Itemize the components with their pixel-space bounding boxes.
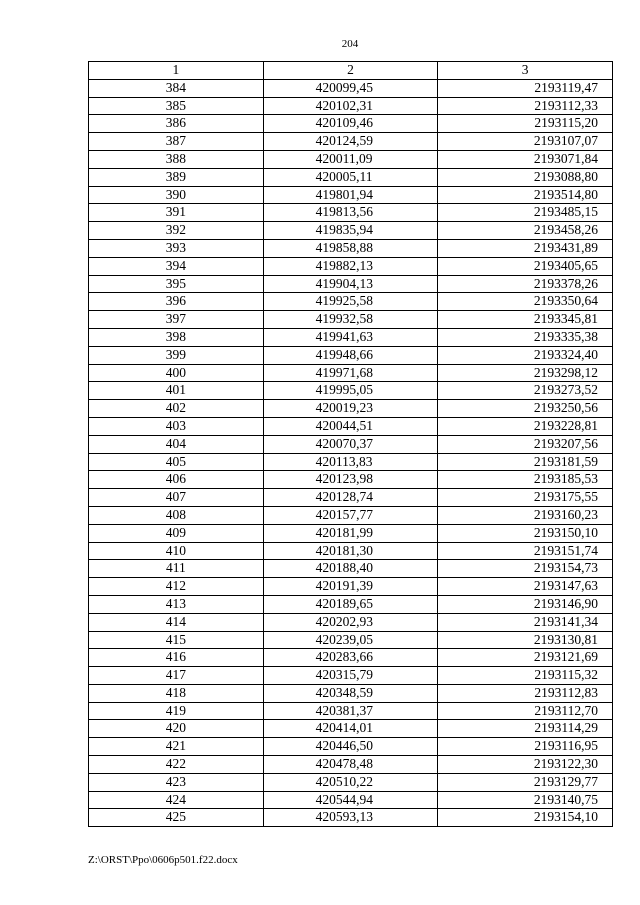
point-number-cell: 391 xyxy=(89,204,264,222)
table-row xyxy=(89,738,613,756)
y-coordinate-cell: 2193458,26 xyxy=(438,222,613,240)
point-number-cell: 418 xyxy=(89,684,264,702)
table-row xyxy=(89,222,613,240)
table-row xyxy=(89,97,613,115)
x-coordinate-cell: 420189,65 xyxy=(263,595,438,613)
table-row xyxy=(89,168,613,186)
y-coordinate-cell: 2193273,52 xyxy=(438,382,613,400)
point-number-cell: 384 xyxy=(89,79,264,97)
column-header-2: 2 xyxy=(263,62,438,80)
table-row xyxy=(89,595,613,613)
x-coordinate-cell: 420544,94 xyxy=(263,791,438,809)
y-coordinate-cell: 2193088,80 xyxy=(438,168,613,186)
table-row xyxy=(89,115,613,133)
table-row xyxy=(89,293,613,311)
x-coordinate-cell: 420124,59 xyxy=(263,133,438,151)
table-row xyxy=(89,578,613,596)
point-number-cell: 410 xyxy=(89,542,264,560)
x-coordinate-cell: 419835,94 xyxy=(263,222,438,240)
y-coordinate-cell: 2193122,30 xyxy=(438,756,613,774)
y-coordinate-cell: 2193112,70 xyxy=(438,702,613,720)
point-number-cell: 398 xyxy=(89,328,264,346)
y-coordinate-cell: 2193378,26 xyxy=(438,275,613,293)
x-coordinate-cell: 420109,46 xyxy=(263,115,438,133)
y-coordinate-cell: 2193298,12 xyxy=(438,364,613,382)
y-coordinate-cell: 2193114,29 xyxy=(438,720,613,738)
x-coordinate-cell: 420044,51 xyxy=(263,417,438,435)
table-row xyxy=(89,756,613,774)
table-row xyxy=(89,613,613,631)
point-number-cell: 416 xyxy=(89,649,264,667)
x-coordinate-cell: 420348,59 xyxy=(263,684,438,702)
table-row xyxy=(89,791,613,809)
point-number-cell: 386 xyxy=(89,115,264,133)
x-coordinate-cell: 419813,56 xyxy=(263,204,438,222)
table-row xyxy=(89,471,613,489)
table-row xyxy=(89,400,613,418)
x-coordinate-cell: 419932,58 xyxy=(263,311,438,329)
table-body xyxy=(89,79,613,826)
x-coordinate-cell: 420510,22 xyxy=(263,773,438,791)
x-coordinate-cell: 419971,68 xyxy=(263,364,438,382)
x-coordinate-cell: 419925,58 xyxy=(263,293,438,311)
table-row xyxy=(89,542,613,560)
point-number-cell: 412 xyxy=(89,578,264,596)
point-number-cell: 406 xyxy=(89,471,264,489)
point-number-cell: 411 xyxy=(89,560,264,578)
x-coordinate-cell: 420181,99 xyxy=(263,524,438,542)
point-number-cell: 421 xyxy=(89,738,264,756)
y-coordinate-cell: 2193146,90 xyxy=(438,595,613,613)
point-number-cell: 396 xyxy=(89,293,264,311)
y-coordinate-cell: 2193141,34 xyxy=(438,613,613,631)
point-number-cell: 423 xyxy=(89,773,264,791)
y-coordinate-cell: 2193324,40 xyxy=(438,346,613,364)
x-coordinate-cell: 419948,66 xyxy=(263,346,438,364)
point-number-cell: 407 xyxy=(89,489,264,507)
point-number-cell: 385 xyxy=(89,97,264,115)
y-coordinate-cell: 2193350,64 xyxy=(438,293,613,311)
y-coordinate-cell: 2193119,47 xyxy=(438,79,613,97)
table-row xyxy=(89,702,613,720)
point-number-cell: 417 xyxy=(89,667,264,685)
y-coordinate-cell: 2193345,81 xyxy=(438,311,613,329)
y-coordinate-cell: 2193335,38 xyxy=(438,328,613,346)
x-coordinate-cell: 420191,39 xyxy=(263,578,438,596)
y-coordinate-cell: 2193116,95 xyxy=(438,738,613,756)
point-number-cell: 390 xyxy=(89,186,264,204)
x-coordinate-cell: 420315,79 xyxy=(263,667,438,685)
x-coordinate-cell: 420202,93 xyxy=(263,613,438,631)
y-coordinate-cell: 2193514,80 xyxy=(438,186,613,204)
table-row xyxy=(89,453,613,471)
y-coordinate-cell: 2193115,20 xyxy=(438,115,613,133)
x-coordinate-cell: 420283,66 xyxy=(263,649,438,667)
point-number-cell: 397 xyxy=(89,311,264,329)
y-coordinate-cell: 2193154,10 xyxy=(438,809,613,827)
point-number-cell: 408 xyxy=(89,506,264,524)
table-row xyxy=(89,435,613,453)
table-header-row xyxy=(89,62,613,80)
point-number-cell: 424 xyxy=(89,791,264,809)
y-coordinate-cell: 2193112,83 xyxy=(438,684,613,702)
point-number-cell: 404 xyxy=(89,435,264,453)
y-coordinate-cell: 2193160,23 xyxy=(438,506,613,524)
table-row xyxy=(89,133,613,151)
y-coordinate-cell: 2193129,77 xyxy=(438,773,613,791)
table-row xyxy=(89,809,613,827)
point-number-cell: 389 xyxy=(89,168,264,186)
table-row xyxy=(89,364,613,382)
y-coordinate-cell: 2193140,75 xyxy=(438,791,613,809)
column-header-3: 3 xyxy=(438,62,613,80)
x-coordinate-cell: 420381,37 xyxy=(263,702,438,720)
x-coordinate-cell: 419858,88 xyxy=(263,239,438,257)
y-coordinate-cell: 2193112,33 xyxy=(438,97,613,115)
x-coordinate-cell: 420478,48 xyxy=(263,756,438,774)
point-number-cell: 403 xyxy=(89,417,264,435)
y-coordinate-cell: 2193228,81 xyxy=(438,417,613,435)
point-number-cell: 413 xyxy=(89,595,264,613)
point-number-cell: 422 xyxy=(89,756,264,774)
y-coordinate-cell: 2193151,74 xyxy=(438,542,613,560)
table-row xyxy=(89,186,613,204)
y-coordinate-cell: 2193154,73 xyxy=(438,560,613,578)
point-number-cell: 401 xyxy=(89,382,264,400)
y-coordinate-cell: 2193175,55 xyxy=(438,489,613,507)
page-number: 204 xyxy=(341,38,359,50)
table-row xyxy=(89,506,613,524)
table-row xyxy=(89,560,613,578)
x-coordinate-cell: 420128,74 xyxy=(263,489,438,507)
table-row xyxy=(89,382,613,400)
point-number-cell: 419 xyxy=(89,702,264,720)
table-row xyxy=(89,684,613,702)
y-coordinate-cell: 2193405,65 xyxy=(438,257,613,275)
y-coordinate-cell: 2193130,81 xyxy=(438,631,613,649)
y-coordinate-cell: 2193115,32 xyxy=(438,667,613,685)
point-number-cell: 393 xyxy=(89,239,264,257)
table-row xyxy=(89,417,613,435)
footer-file-path: Z:\ORST\Ppo\0606p501.f22.docx xyxy=(88,854,238,866)
x-coordinate-cell: 420005,11 xyxy=(263,168,438,186)
y-coordinate-cell: 2193121,69 xyxy=(438,649,613,667)
x-coordinate-cell: 420446,50 xyxy=(263,738,438,756)
x-coordinate-cell: 420113,83 xyxy=(263,453,438,471)
x-coordinate-cell: 420011,09 xyxy=(263,150,438,168)
table-row xyxy=(89,275,613,293)
table-row xyxy=(89,79,613,97)
x-coordinate-cell: 419882,13 xyxy=(263,257,438,275)
y-coordinate-cell: 2193107,07 xyxy=(438,133,613,151)
point-number-cell: 402 xyxy=(89,400,264,418)
table-row xyxy=(89,346,613,364)
point-number-cell: 400 xyxy=(89,364,264,382)
x-coordinate-cell: 420239,05 xyxy=(263,631,438,649)
table-row xyxy=(89,328,613,346)
x-coordinate-cell: 420181,30 xyxy=(263,542,438,560)
x-coordinate-cell: 420019,23 xyxy=(263,400,438,418)
table-row xyxy=(89,257,613,275)
point-number-cell: 420 xyxy=(89,720,264,738)
y-coordinate-cell: 2193185,53 xyxy=(438,471,613,489)
y-coordinate-cell: 2193207,56 xyxy=(438,435,613,453)
x-coordinate-cell: 420157,77 xyxy=(263,506,438,524)
table-row xyxy=(89,667,613,685)
table-row xyxy=(89,773,613,791)
table-row xyxy=(89,524,613,542)
x-coordinate-cell: 420102,31 xyxy=(263,97,438,115)
column-header-1: 1 xyxy=(89,62,264,80)
point-number-cell: 387 xyxy=(89,133,264,151)
x-coordinate-cell: 419995,05 xyxy=(263,382,438,400)
table-row xyxy=(89,150,613,168)
point-number-cell: 395 xyxy=(89,275,264,293)
x-coordinate-cell: 420593,13 xyxy=(263,809,438,827)
x-coordinate-cell: 419941,63 xyxy=(263,328,438,346)
table-row xyxy=(89,720,613,738)
x-coordinate-cell: 419801,94 xyxy=(263,186,438,204)
point-number-cell: 394 xyxy=(89,257,264,275)
x-coordinate-cell: 420414,01 xyxy=(263,720,438,738)
table-row xyxy=(89,489,613,507)
table-row xyxy=(89,239,613,257)
x-coordinate-cell: 420188,40 xyxy=(263,560,438,578)
point-number-cell: 388 xyxy=(89,150,264,168)
x-coordinate-cell: 420123,98 xyxy=(263,471,438,489)
point-number-cell: 409 xyxy=(89,524,264,542)
y-coordinate-cell: 2193071,84 xyxy=(438,150,613,168)
table-row xyxy=(89,649,613,667)
y-coordinate-cell: 2193147,63 xyxy=(438,578,613,596)
x-coordinate-cell: 420099,45 xyxy=(263,79,438,97)
coordinates-table xyxy=(88,61,613,827)
y-coordinate-cell: 2193181,59 xyxy=(438,453,613,471)
point-number-cell: 392 xyxy=(89,222,264,240)
x-coordinate-cell: 419904,13 xyxy=(263,275,438,293)
y-coordinate-cell: 2193431,89 xyxy=(438,239,613,257)
table-header xyxy=(89,62,613,80)
point-number-cell: 399 xyxy=(89,346,264,364)
point-number-cell: 425 xyxy=(89,809,264,827)
x-coordinate-cell: 420070,37 xyxy=(263,435,438,453)
table-row xyxy=(89,204,613,222)
y-coordinate-cell: 2193250,56 xyxy=(438,400,613,418)
point-number-cell: 414 xyxy=(89,613,264,631)
point-number-cell: 415 xyxy=(89,631,264,649)
y-coordinate-cell: 2193485,15 xyxy=(438,204,613,222)
point-number-cell: 405 xyxy=(89,453,264,471)
table-row xyxy=(89,311,613,329)
y-coordinate-cell: 2193150,10 xyxy=(438,524,613,542)
table-row xyxy=(89,631,613,649)
